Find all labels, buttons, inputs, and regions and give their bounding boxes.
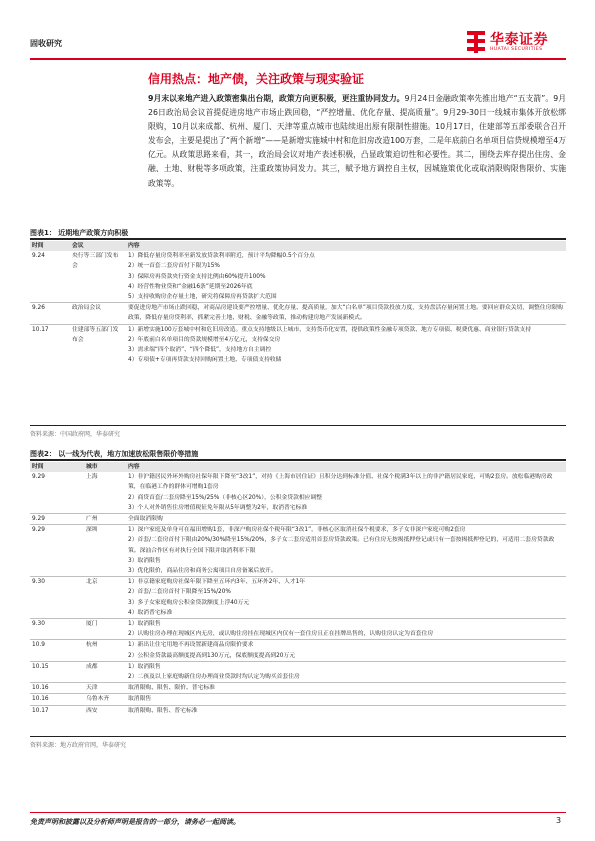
row-content <box>126 694 566 705</box>
row-city: 北京 <box>84 577 126 619</box>
header-content: 内容 <box>126 241 566 251</box>
row-city: 成都 <box>84 661 126 682</box>
content-item: 3）需求端“四个取消”、“四个降低”，支持地方自主调控 <box>128 347 272 354</box>
row-date: 9.30 <box>30 577 84 619</box>
row-content <box>126 640 566 661</box>
row-date: 10.17 <box>32 326 49 333</box>
row-date: 9.29 <box>30 525 84 577</box>
row-city: 乌鲁木齐 <box>84 694 126 705</box>
figure-2-title: 图表2： 以一线为代表，地方加速放松限售限价等措施 <box>30 450 199 458</box>
header-divider <box>30 58 566 60</box>
header-city: 城市 <box>84 462 126 472</box>
content-item: 要促进房地产市场止跌回稳，对商品房建设要严控增量、优化存量、提高质量，加大“白名单”项目贷款投放力度，支持盘活存量闲置土地。要回应群众关切，调整住房限购政策，降低存量房贷利率，抓紧完善土地、财税、金融等政策，推动构建房地产发展新模式。 <box>128 305 563 322</box>
table-row <box>30 577 566 619</box>
row-date: 10.17 <box>32 707 49 714</box>
section-title: 信用热点：地产债，关注政策与现实验证 <box>148 72 365 86</box>
row-city: 广州 <box>84 514 126 525</box>
content-item: 3）取消限售 <box>128 557 161 564</box>
header-meeting: 会议 <box>70 241 126 251</box>
table-row <box>30 619 566 640</box>
content-item: 1）深户家庭及单身可在福田增购1套，非深户购房社保个税年限“3改1”，非核心区取消社保个税要求，多子女非深户家庭可购2套房 <box>128 527 466 534</box>
figure-1-title: 图表1： 近期地产政策方向积极 <box>30 229 129 237</box>
huatai-logo <box>466 28 566 58</box>
content-item: 1）非沪籍居民外环外购房社保年限下降至“3改1”，对持《上海市居住证》且积分达到标准分值、社保个税满3年以上的非沪籍居民家庭，可购2套房。放松临港购房政策，在临港工作的群体可增购1套房 <box>128 474 553 491</box>
row-meeting: 央行等三部门发布会 <box>70 251 126 303</box>
table-row <box>30 705 566 716</box>
row-date: 9.29 <box>30 472 84 513</box>
row-content <box>126 324 566 365</box>
row-city: 西安 <box>86 707 98 714</box>
row-content <box>126 619 566 640</box>
header-content: 内容 <box>126 462 566 472</box>
content-item: 3）保障房再贷款央行资金支持比例由60%提升100% <box>128 273 266 280</box>
content-item: 2）公积金贷款最高额度提高到130万元，保底额度提高到20万元 <box>128 652 296 659</box>
row-date: 10.16 <box>30 694 84 705</box>
row-date: 10.16 <box>30 683 84 694</box>
figure-1-source: 资料来源：中国政府网，华泰研究 <box>30 431 121 438</box>
logo-subtitle: HUATAI SECURITIES <box>490 47 543 52</box>
header-date: 时间 <box>30 241 70 251</box>
content-item: 取消限购、限售、普宅标准 <box>128 707 198 714</box>
huatai-logo-icon <box>466 29 486 55</box>
table-header-row <box>30 462 566 472</box>
row-content <box>126 683 566 694</box>
row-date: 9.30 <box>30 619 84 640</box>
table-row <box>30 640 566 661</box>
row-content <box>126 705 566 716</box>
content-item: 2）年底前白名单项目的贷款规模增至4万亿元，支持保交房 <box>128 336 281 343</box>
content-item: 取消限购、限售、限价、普宅标准 <box>128 685 215 692</box>
table-row <box>30 514 566 525</box>
content-item: 4）专项债+专项再贷款支持回购闲置土地、专项债支持收储 <box>128 357 282 364</box>
content-item: 2）统一首套二套房首付下限为15% <box>128 263 220 270</box>
row-city: 深圳 <box>84 525 126 577</box>
row-date: 9.29 <box>30 514 84 525</box>
content-item: 2）首套/二套房首付下限由20%/30%降至15%/20%，多子女二套房适用首套房贷款政策。已有住房无按揭抵押登记或只有一套按揭抵押登记的，可适用二套房贷款政策。深汕合作区有对执行全国下限并取消利率下限 <box>128 537 555 554</box>
row-city: 天津 <box>84 683 126 694</box>
table-row <box>30 661 566 682</box>
row-content <box>126 577 566 619</box>
figure-2-top-rule <box>30 459 566 461</box>
content-item: 2）认购住房办理在现城区内无房，或认购住房挂在现城区内仅有一套住房且正在挂牌出售的，认购住房认定为首套住房 <box>128 631 434 638</box>
row-meeting: 政治局会议 <box>70 303 126 324</box>
footer-divider <box>30 812 566 813</box>
table-row <box>30 251 566 303</box>
row-city: 上海 <box>84 472 126 513</box>
paragraph-lead: 9月末以来地产进入政策密集出台期，政策方向更积极，更注重协同发力。 <box>148 94 405 103</box>
content-item: 取消限售 <box>128 696 152 703</box>
page-number: 3 <box>556 816 562 825</box>
content-item: 1）非京籍家庭购房社保年限下降至五环内3年、五环外2年、人才1年 <box>128 579 306 586</box>
content-item: 5）支持收购房企存量土地，研究将保障房再贷款扩大范围 <box>128 294 277 301</box>
table-row <box>30 303 566 324</box>
row-city: 厦门 <box>84 619 126 640</box>
content-item: 1）新增实施100万套城中村和危旧房改造。重点支持地级以上城市，支持货币化安置，提供政策性金融专项贷款、地方专项债、税费优惠、商业银行贷款支持 <box>128 326 532 333</box>
paragraph-body: 9月24日金融政策率先推出地产“五支箭”。9月26日政治局会议首提促进房地产市场止跌回稳，“严控增量、优化存量、提高质量”。9月29-30日一线城市集体开放松绑限购，10月以来成都、杭州、厦门、天津等重点城市也陆续退出原有限制性措施。10月17日，住建部等五部委联合召开发布会，主要是提出了“两个新增”——是新增实施城中村和危旧房改造100万套，二是年底前白名单项目信贷规模增至4万亿元。从政策思路来看，其一，政治局会议对地产表述积极，凸显政策迫切性和必要性。其二，围绕去库存提出住房、金融、土地、财税等多项政策，注重政策协同发力。其三，赋予地方调控自主权，因城施策优化或取消限购限售限价、实施政策等。 <box>148 94 567 188</box>
row-content <box>126 525 566 577</box>
section-paragraph <box>148 92 566 191</box>
table-row <box>30 324 566 365</box>
table-row <box>30 472 566 513</box>
content-item: 2）首套/二套房首付下限降至15%/20% <box>128 589 231 596</box>
row-content <box>126 472 566 513</box>
content-item: 1）取消限售 <box>128 621 161 628</box>
content-item: 全面取消限购 <box>128 516 163 523</box>
row-date: 9.24 <box>30 251 70 303</box>
content-item: 2）二孩及以上家庭购新住房办理商业贷款时均认定为购买首套住房 <box>128 674 300 681</box>
row-content <box>126 661 566 682</box>
table-row <box>30 683 566 694</box>
figure-1-top-rule <box>30 238 566 240</box>
footer-disclaimer: 免责声明和披露以及分析师声明是报告的一部分，请务必一起阅读。 <box>30 818 240 826</box>
row-content <box>126 251 566 303</box>
logo-name: 华泰证券 <box>490 32 548 48</box>
row-date: 10.9 <box>30 640 84 661</box>
content-item: 3）个人对外销售住房增值税征免年限从5年调整为2年，取消普宅标准 <box>128 504 308 511</box>
row-content <box>126 303 566 324</box>
figure-2-source: 资料来源：地方政府官网，华泰研究 <box>30 742 127 749</box>
table-row <box>30 525 566 577</box>
content-item: 1）新出让住宅用地不再设置新建商品房限价要求 <box>128 642 254 649</box>
content-item: 3）优化限价，商品住房和商务公寓项目自房备案后放开。 <box>128 568 277 575</box>
report-category-label: 固收研究 <box>30 39 62 48</box>
content-item: 1）取消限售 <box>128 663 161 670</box>
row-date: 9.26 <box>30 303 70 324</box>
figure-2-bottom-rule <box>30 736 566 737</box>
content-item: 4）取消普宅标准 <box>128 609 173 616</box>
row-content <box>126 514 566 525</box>
header-date: 时间 <box>30 462 84 472</box>
content-item: 2）商贷首套/二套房降至15%/25%（非核心区20%），公积金贷款相应调整 <box>128 494 323 501</box>
table-row <box>30 694 566 705</box>
row-meeting: 住建部等五部门发布会 <box>72 326 119 343</box>
content-item: 3）多子女家庭购房公积金贷款额度上浮40万元 <box>128 599 250 606</box>
figure-1-table <box>30 241 566 365</box>
content-item: 1）降低存量房贷利率至新发放贷款利率附近，预计平均降幅0.5个百分点 <box>128 253 315 260</box>
row-city: 杭州 <box>84 640 126 661</box>
table-header-row <box>30 241 566 251</box>
row-date: 10.15 <box>30 661 84 682</box>
figure-1-bottom-rule <box>30 425 566 426</box>
content-item: 4）经营性物业贷和“金融16条”延期至2026年底 <box>128 283 253 290</box>
figure-2-table <box>30 462 566 716</box>
